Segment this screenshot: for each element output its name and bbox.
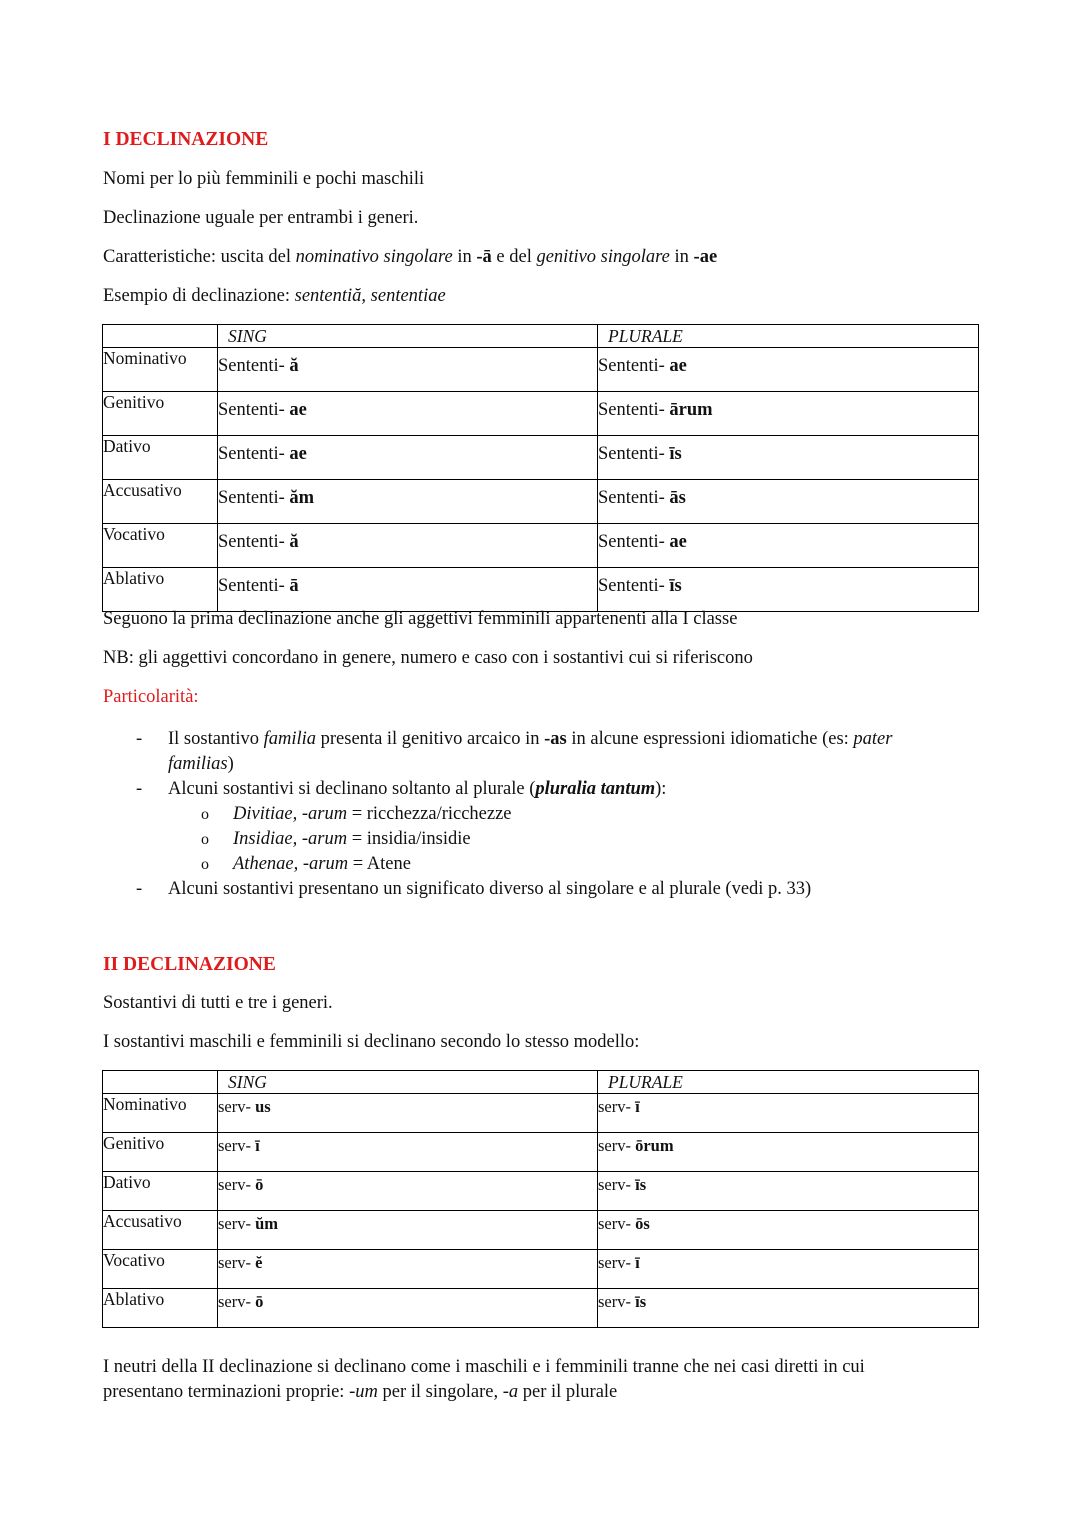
stem: serv- <box>598 1292 636 1311</box>
table-row <box>103 436 979 480</box>
sub-list-item <box>103 852 973 877</box>
text-bold: -as <box>544 729 567 749</box>
text: Il sostantivo <box>168 729 264 749</box>
text: Alcuni sostantivi si declinano soltanto al plurale ( <box>168 779 536 799</box>
sing-form <box>218 568 598 612</box>
list-item <box>103 777 973 802</box>
table-header: PLURALE <box>598 325 979 348</box>
paragraph: Seguono la prima declinazione anche gli aggettivi femminili appartenenti alla I classe <box>103 609 738 629</box>
stem: Sententi- <box>598 400 670 420</box>
sing-form <box>218 1094 598 1133</box>
case-name: Genitivo <box>103 392 218 436</box>
table-header-row <box>103 325 979 348</box>
ending: ī <box>635 1253 640 1272</box>
text: presenta il genitivo arcaico in <box>316 729 545 749</box>
meaning: = insidia/insidie <box>347 829 471 849</box>
table-row <box>103 1289 979 1328</box>
case-name: Accusativo <box>103 480 218 524</box>
stem: Sententi- <box>218 400 290 420</box>
stem: Sententi- <box>598 356 670 376</box>
declension-table-2 <box>102 1070 979 1328</box>
table-row <box>103 1211 979 1250</box>
ending: us <box>255 1097 271 1116</box>
sing-form <box>218 348 598 392</box>
text: in <box>452 247 477 267</box>
ending: īs <box>635 1175 647 1194</box>
ending: ăm <box>289 488 315 508</box>
ending: ōrum <box>635 1136 674 1155</box>
stem: serv- <box>218 1136 256 1155</box>
ending: ī <box>255 1136 260 1155</box>
stem: serv- <box>218 1292 256 1311</box>
table-header: SING <box>218 325 598 348</box>
plur-form <box>598 1250 979 1289</box>
text: in alcune espressioni idiomatiche (es: <box>566 729 854 749</box>
text: ): <box>655 779 667 799</box>
particolarita-label: Particolarità: <box>103 687 199 707</box>
paragraph-characteristics <box>103 247 717 268</box>
list-item <box>103 877 973 902</box>
case-name: Dativo <box>103 1172 218 1211</box>
text-italic: nominativo singolare <box>295 247 453 267</box>
table-row <box>103 1133 979 1172</box>
ending: ās <box>669 488 686 508</box>
paragraph-example <box>103 286 446 307</box>
stem: serv- <box>218 1097 256 1116</box>
section-heading-decl2: II DECLINAZIONE <box>103 954 276 975</box>
text-italic: familia <box>263 729 317 749</box>
stem: serv- <box>598 1175 636 1194</box>
sing-form <box>218 392 598 436</box>
stem: Sententi- <box>218 576 290 596</box>
bullet-circle: o <box>201 806 209 823</box>
paragraph: Declinazione uguale per entrambi i generi. <box>103 208 419 228</box>
stem: serv- <box>598 1136 636 1155</box>
table-row <box>103 480 979 524</box>
case-name: Genitivo <box>103 1133 218 1172</box>
text-italic: familias <box>168 754 228 774</box>
ending: īs <box>669 576 682 596</box>
text-italic: sententiă, sententiae <box>294 286 446 306</box>
paragraph: Sostantivi di tutti e tre i generi. <box>103 993 333 1013</box>
case-name: Accusativo <box>103 1211 218 1250</box>
case-name: Ablativo <box>103 568 218 612</box>
text-italic: genitivo singolare <box>536 247 670 267</box>
ending: ī <box>635 1097 640 1116</box>
text: Alcuni sostantivi presentano un significato diverso al singolare e al plurale (vedi p. 33) <box>168 879 812 899</box>
ending: ō <box>255 1292 264 1311</box>
stem: Sententi- <box>598 576 670 596</box>
stem: Sententi- <box>218 488 290 508</box>
sing-form <box>218 524 598 568</box>
text: Esempio di declinazione: <box>103 286 295 306</box>
text-italic: -a <box>502 1382 519 1402</box>
table-row <box>103 1094 979 1133</box>
stem: serv- <box>218 1253 256 1272</box>
ending: ā <box>289 576 299 596</box>
ending: ae <box>289 444 307 464</box>
case-name: Ablativo <box>103 1289 218 1328</box>
section-heading-decl1: I DECLINAZIONE <box>103 129 269 150</box>
latin-word: Insidiae, -arum <box>233 829 348 849</box>
list-item <box>103 727 973 777</box>
table-header-row <box>103 1071 979 1094</box>
stem: Sententi- <box>218 356 290 376</box>
bullet-dash: - <box>136 729 143 749</box>
particolarita-list <box>103 727 973 902</box>
ending: ae <box>669 356 687 376</box>
ending: ă <box>289 532 299 552</box>
table-header-empty <box>103 325 218 348</box>
sing-form <box>218 1250 598 1289</box>
text-italic: -um <box>349 1382 378 1402</box>
ending: ōs <box>635 1214 650 1233</box>
bullet-dash: - <box>136 879 143 899</box>
ending: ae <box>669 532 687 552</box>
table-header: PLURALE <box>598 1071 979 1094</box>
stem: serv- <box>598 1214 636 1233</box>
plur-form <box>598 436 979 480</box>
case-name: Nominativo <box>103 348 218 392</box>
stem: Sententi- <box>598 488 670 508</box>
meaning: = ricchezza/ricchezze <box>347 804 512 824</box>
table-row <box>103 392 979 436</box>
plur-form <box>598 348 979 392</box>
ending: ae <box>289 400 307 420</box>
bullet-circle: o <box>201 831 209 848</box>
plur-form <box>598 480 979 524</box>
sing-form <box>218 480 598 524</box>
stem: serv- <box>598 1097 636 1116</box>
text-bold-italic: pluralia tantum <box>535 779 656 799</box>
table-row <box>103 348 979 392</box>
sing-form <box>218 1211 598 1250</box>
declension-table-1 <box>102 324 979 612</box>
text: per il plurale <box>518 1382 618 1402</box>
text: in <box>669 247 694 267</box>
sub-list-item <box>103 827 973 852</box>
stem: Sententi- <box>218 532 290 552</box>
text: e del <box>491 247 537 267</box>
text: ) <box>227 754 234 774</box>
stem: Sententi- <box>218 444 290 464</box>
bullet-circle: o <box>201 856 209 873</box>
ending: īs <box>635 1292 647 1311</box>
plur-form <box>598 1289 979 1328</box>
latin-word: Athenae, -arum <box>233 854 349 874</box>
sing-form <box>218 1133 598 1172</box>
case-name: Vocativo <box>103 1250 218 1289</box>
plur-form <box>598 568 979 612</box>
stem: serv- <box>598 1253 636 1272</box>
ending: ō <box>255 1175 264 1194</box>
paragraph-neutri <box>103 1355 865 1405</box>
ending: ŭm <box>255 1214 279 1233</box>
plur-form <box>598 1211 979 1250</box>
text: per il singolare, <box>377 1382 503 1402</box>
case-name: Dativo <box>103 436 218 480</box>
table-row <box>103 568 979 612</box>
stem: serv- <box>218 1214 256 1233</box>
stem: Sententi- <box>598 532 670 552</box>
sing-form <box>218 1172 598 1211</box>
ending: ārum <box>669 400 713 420</box>
text-bold: -ā <box>476 247 492 267</box>
sing-form <box>218 436 598 480</box>
stem: serv- <box>218 1175 256 1194</box>
stem: Sententi- <box>598 444 670 464</box>
case-name: Nominativo <box>103 1094 218 1133</box>
plur-form <box>598 1094 979 1133</box>
case-name: Vocativo <box>103 524 218 568</box>
plur-form <box>598 524 979 568</box>
plur-form <box>598 1172 979 1211</box>
latin-word: Divitiae, -arum <box>233 804 348 824</box>
table-header-empty <box>103 1071 218 1094</box>
table-header: SING <box>218 1071 598 1094</box>
table-row <box>103 1250 979 1289</box>
table-row <box>103 1172 979 1211</box>
text: Caratteristiche: uscita del <box>103 247 296 267</box>
meaning: = Atene <box>348 854 411 874</box>
text-italic: pater <box>853 729 893 749</box>
plur-form <box>598 1133 979 1172</box>
paragraph-nb: NB: gli aggettivi concordano in genere, numero e caso con i sostantivi cui si riferiscono <box>103 648 753 668</box>
sing-form <box>218 1289 598 1328</box>
text-bold: -ae <box>693 247 718 267</box>
text: presentano terminazioni proprie: <box>103 1382 350 1402</box>
text: I neutri della II declinazione si declinano come i maschili e i femminili tranne che nei casi diretti in cui <box>103 1357 865 1377</box>
ending: ă <box>289 356 299 376</box>
bullet-dash: - <box>136 779 143 799</box>
table-row <box>103 524 979 568</box>
ending: ĕ <box>255 1253 263 1272</box>
paragraph: Nomi per lo più femminili e pochi maschili <box>103 169 425 189</box>
plur-form <box>598 392 979 436</box>
sub-list-item <box>103 802 973 827</box>
paragraph: I sostantivi maschili e femminili si declinano secondo lo stesso modello: <box>103 1032 640 1052</box>
ending: īs <box>669 444 682 464</box>
